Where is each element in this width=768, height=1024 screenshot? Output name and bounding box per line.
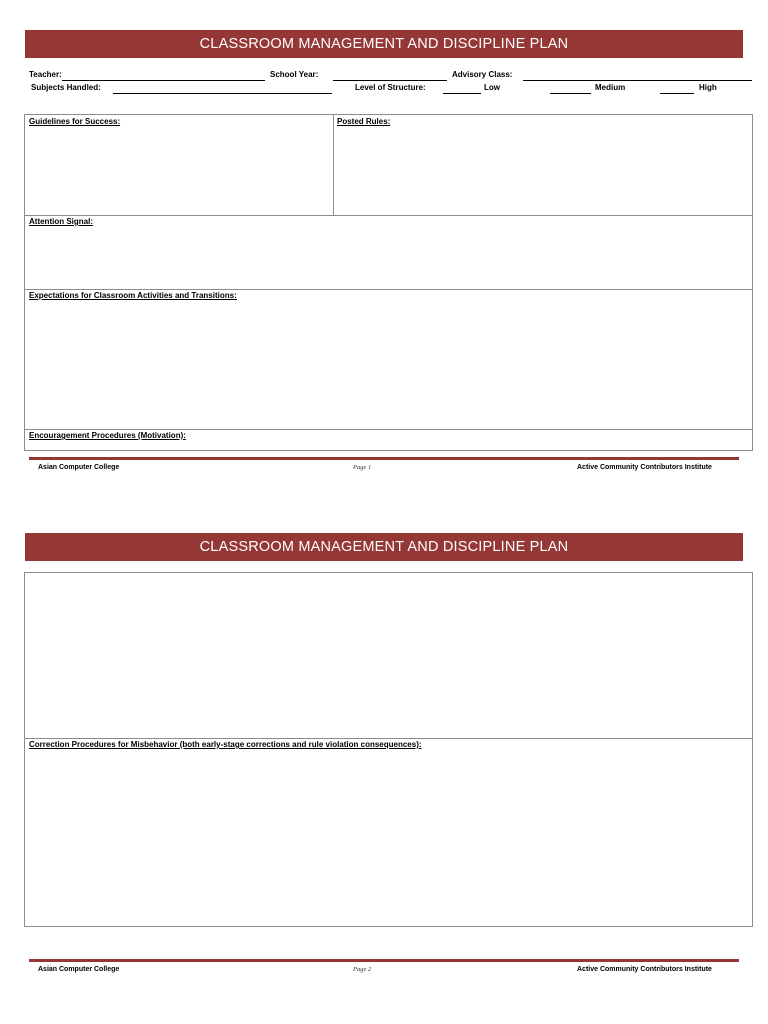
school-year-field-line[interactable] — [333, 80, 447, 81]
guidelines-for-success-area[interactable] — [25, 128, 332, 214]
row-divider-2 — [24, 289, 753, 290]
posted-rules-area[interactable] — [334, 128, 752, 214]
teacher-label: Teacher: — [29, 70, 62, 79]
structure-medium-blank[interactable] — [550, 93, 591, 94]
posted-rules-heading: Posted Rules: — [337, 117, 391, 126]
page-1-footer-right: Active Community Contributors Institute — [577, 464, 712, 471]
row-divider-1 — [24, 215, 753, 216]
level-of-structure-label: Level of Structure: — [355, 83, 426, 92]
attention-signal-heading: Attention Signal: — [29, 217, 93, 226]
structure-low-blank[interactable] — [443, 93, 481, 94]
page-2-row-divider — [24, 738, 753, 739]
page-2-footer-rule — [29, 959, 739, 962]
structure-option-low: Low — [484, 83, 500, 92]
expectations-heading: Expectations for Classroom Activities and Transitions: — [29, 291, 237, 300]
page-1-footer-rule — [29, 457, 739, 460]
structure-option-medium: Medium — [595, 83, 626, 92]
encouragement-continued-area[interactable] — [25, 573, 752, 737]
teacher-field-line[interactable] — [62, 80, 265, 81]
encouragement-procedures-heading: Encouragement Procedures (Motivation): — [29, 431, 186, 440]
page-2-number: Page 2 — [353, 966, 372, 973]
subjects-handled-label: Subjects Handled: — [31, 83, 101, 92]
subjects-handled-field-line[interactable] — [113, 93, 332, 94]
page-1-footer-left: Asian Computer College — [38, 464, 120, 471]
page-2-title: CLASSROOM MANAGEMENT AND DISCIPLINE PLAN — [199, 539, 569, 555]
page-2-footer-right: Active Community Contributors Institute — [577, 966, 712, 973]
attention-signal-area[interactable] — [25, 228, 752, 288]
correction-procedures-area[interactable] — [25, 751, 752, 926]
row-divider-3 — [24, 429, 753, 430]
page-1-title-banner — [25, 30, 743, 58]
page-2-title-banner — [25, 533, 743, 561]
page-1-number: Page 1 — [353, 464, 372, 471]
structure-high-blank[interactable] — [660, 93, 694, 94]
structure-option-high: High — [699, 83, 717, 92]
correction-procedures-heading: Correction Procedures for Misbehavior (both early-stage corrections and rule violation consequences): — [29, 740, 422, 749]
page-1-title: CLASSROOM MANAGEMENT AND DISCIPLINE PLAN — [199, 36, 569, 52]
advisory-class-label: Advisory Class: — [452, 70, 513, 79]
expectations-area[interactable] — [25, 302, 752, 428]
advisory-class-field-line[interactable] — [523, 80, 752, 81]
guidelines-for-success-heading: Guidelines for Success: — [29, 117, 121, 126]
page-2-footer-left: Asian Computer College — [38, 966, 120, 973]
school-year-label: School Year: — [270, 70, 319, 79]
encouragement-procedures-area[interactable] — [25, 441, 752, 450]
